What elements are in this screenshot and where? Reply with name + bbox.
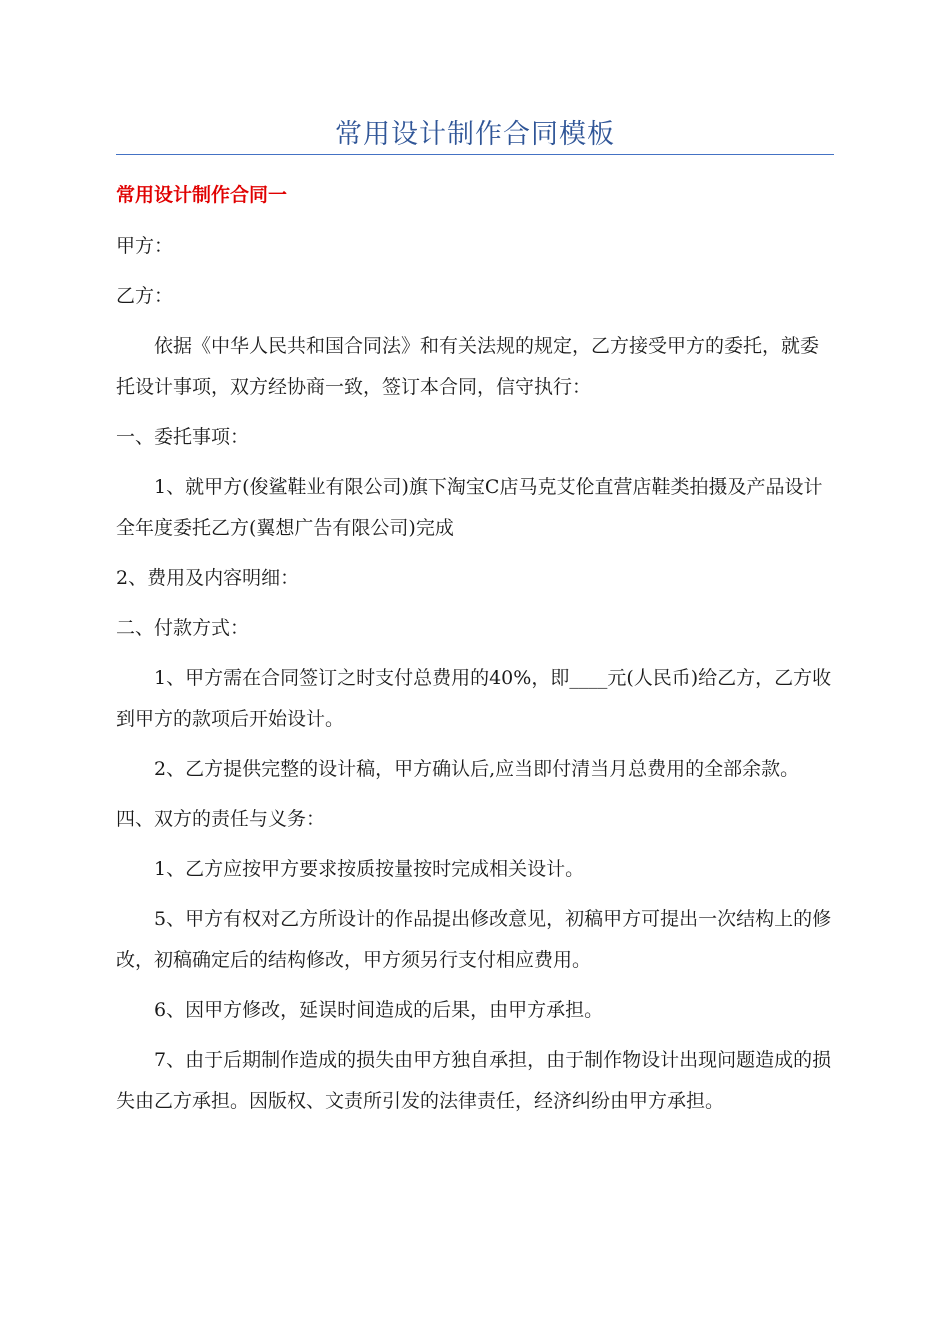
document-body <box>116 226 836 1131</box>
clause-responsibility-7: 7、由于后期制作造成的损失由甲方独自承担，由于制作物设计出现问题造成的损失由乙方承担。因版权、文责所引发的法律责任，经济纠纷由甲方承担。 <box>116 1049 832 1112</box>
paragraph-party-a: 甲方： <box>116 235 174 257</box>
clause-responsibility-6: 6、因甲方修改，延误时间造成的后果，由甲方承担。 <box>154 999 604 1021</box>
heading-entrusted-matters: 一、委托事项： <box>116 426 250 448</box>
section-heading: 常用设计制作合同一 <box>116 184 288 206</box>
document-title: 常用设计制作合同模板 <box>335 119 615 150</box>
title-divider <box>116 154 834 155</box>
heading-responsibilities: 四、双方的责任与义务： <box>116 808 326 830</box>
clause-payment-2: 2、乙方提供完整的设计稿，甲方确认后,应当即付清当月总费用的全部余款。 <box>154 758 800 780</box>
clause-entrusted-1: 1、就甲方(俊鲨鞋业有限公司)旗下淘宝C店马克艾伦直营店鞋类拍摄及产品设计全年度委托乙方(翼想广告有限公司)完成 <box>116 476 823 539</box>
clause-fee-details: 2、费用及内容明细： <box>116 567 300 589</box>
paragraph-preamble: 依据《中华人民共和国合同法》和有关法规的规定，乙方接受甲方的委托，就委托设计事项，双方经协商一致，签订本合同，信守执行： <box>116 335 820 398</box>
heading-payment-method: 二、付款方式： <box>116 617 250 639</box>
clause-responsibility-1: 1、乙方应按甲方要求按质按量按时完成相关设计。 <box>154 858 585 880</box>
paragraph-party-b: 乙方： <box>116 285 174 307</box>
clause-responsibility-5: 5、甲方有权对乙方所设计的作品提出修改意见，初稿甲方可提出一次结构上的修改，初稿确定后的结构修改，甲方须另行支付相应费用。 <box>116 908 832 971</box>
clause-payment-1: 1、甲方需在合同签订之时支付总费用的40%，即____元(人民币)给乙方，乙方收到甲方的款项后开始设计。 <box>116 667 832 730</box>
